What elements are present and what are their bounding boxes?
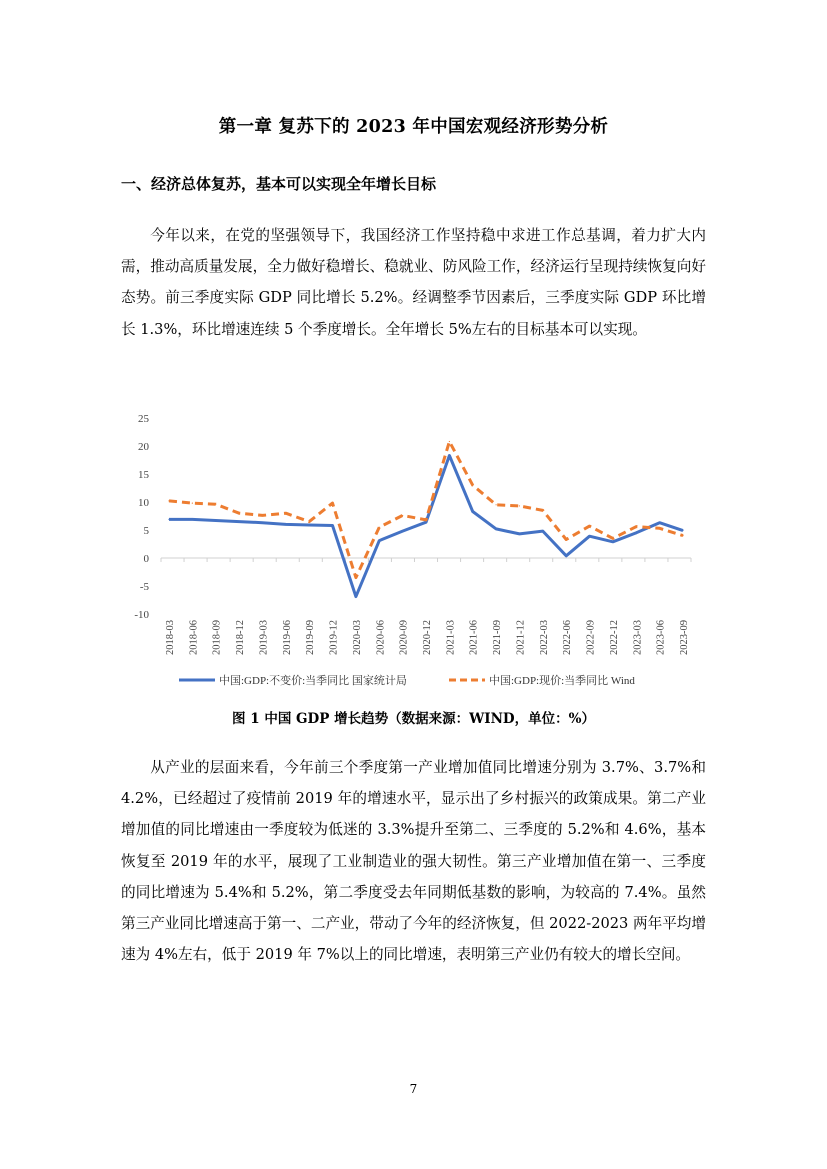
x-tick-label: 2022-09 (585, 620, 597, 655)
data-point (215, 520, 216, 521)
data-point (309, 521, 310, 522)
data-point (542, 531, 543, 532)
data-point (168, 519, 169, 520)
x-tick-label: 2019-09 (305, 620, 317, 655)
x-tick-label: 2020-12 (422, 620, 433, 655)
data-point (566, 539, 567, 540)
data-point (659, 528, 660, 529)
data-point (449, 455, 450, 456)
data-point (542, 510, 543, 511)
data-point (355, 596, 356, 597)
x-tick-label: 2022-03 (538, 620, 550, 655)
data-point (332, 525, 333, 526)
x-tick-label: 2019-12 (328, 620, 340, 655)
data-point (612, 541, 613, 542)
y-tick-label: -10 (134, 609, 149, 621)
x-tick-label: 2020-09 (398, 620, 410, 655)
data-point (215, 504, 216, 505)
page-number: 7 (409, 1082, 418, 1096)
data-point (285, 513, 286, 514)
data-point (402, 531, 403, 532)
x-tick-label: 2020-03 (351, 620, 363, 655)
y-tick-label: -5 (139, 581, 149, 593)
y-tick-label: 5 (143, 525, 149, 537)
data-point (168, 500, 169, 501)
x-tick-label: 2023-09 (679, 620, 690, 655)
x-tick-label: 2021-09 (492, 620, 504, 655)
data-point (519, 533, 520, 534)
data-point (519, 505, 520, 506)
data-point (262, 515, 263, 516)
x-tick-label: 2020-06 (375, 620, 387, 655)
series-line-real-gdp (169, 456, 683, 597)
data-point (682, 535, 683, 536)
data-point (309, 524, 310, 525)
legend-label: 中国:GDP:不变价:当季同比 国家统计局 (219, 675, 407, 687)
data-point (612, 538, 613, 539)
y-tick-label: 10 (138, 497, 149, 509)
data-point (659, 522, 660, 523)
x-tick-label: 2021-03 (445, 620, 457, 655)
x-tick-label: 2018-03 (165, 620, 176, 655)
figure-caption: 图 1 中国 GDP 增长趋势（数据来源：WIND，单位：%） (232, 711, 595, 727)
data-point (355, 577, 356, 578)
legend-label: 中国:GDP:现价:当季同比 Wind (489, 675, 635, 687)
data-point (495, 528, 496, 529)
series-line-nominal-gdp (169, 442, 683, 578)
x-tick-label: 2018-12 (235, 620, 247, 655)
x-tick-label: 2019-06 (281, 620, 293, 655)
data-point (589, 525, 590, 526)
data-point (285, 524, 286, 525)
data-point (495, 504, 496, 505)
data-point (402, 515, 403, 516)
data-point (379, 540, 380, 541)
x-tick-label: 2022-12 (608, 620, 620, 655)
data-point (332, 503, 333, 504)
data-point (379, 527, 380, 528)
data-point (238, 521, 239, 522)
section-heading: 一、经济总体复苏，基本可以实现全年增长目标 (121, 175, 437, 193)
x-tick-label: 2021-12 (515, 620, 527, 655)
x-tick-label: 2022-06 (562, 620, 574, 655)
gdp-line-chart (119, 404, 709, 694)
y-tick-label: 20 (138, 441, 149, 453)
y-tick-label: 25 (138, 413, 149, 425)
x-tick-label: 2021-06 (468, 620, 480, 655)
industry-paragraph: 从产业的层面来看，今年前三个季度第一产业增加值同比增速分别为 3.7%、3.7%和 4.2%，已经超过了疫情前 2019 年的增速水平，显示出了乡村振兴的政策成果。第二产业增加值的同比增速由一季度较为低迷的 3.3%提升至第二、三季度的 5.2%和 4.6%，基本恢复至 2019 年的水平，展现了工业制造业的强大韧性。第三产业增加值在第一、三季度的同比增速为 5.4%和 5.2%，第二季度受去年同期低基数的影响，为较高的 7.4%。虽然第三产业同比增速高于第一、二产业，带动了今年的经济恢复，但 2022-2023 两年平均增速为 4%左右，低于 2019 年 7%以上的同比增速，表明第三产业仍有较大的增长空间。 (121, 759, 706, 964)
x-tick-label: 2023-06 (655, 620, 667, 655)
x-tick-label: 2018-06 (188, 620, 200, 655)
data-point (449, 441, 450, 442)
x-tick-label: 2023-03 (632, 620, 644, 655)
data-point (425, 522, 426, 523)
chapter-title: 第一章 复苏下的 2023 年中国宏观经济形势分析 (218, 117, 609, 137)
x-tick-label: 2018-09 (211, 620, 223, 655)
gdp-chart-svg (119, 404, 709, 694)
data-point (192, 503, 193, 504)
data-point (425, 519, 426, 520)
data-point (238, 513, 239, 514)
data-point (682, 530, 683, 531)
data-point (589, 536, 590, 537)
y-tick-label: 0 (143, 553, 149, 565)
data-point (192, 519, 193, 520)
y-tick-label: 15 (138, 469, 149, 481)
data-point (636, 532, 637, 533)
data-point (472, 485, 473, 486)
data-point (566, 555, 567, 556)
x-tick-label: 2019-03 (258, 620, 270, 655)
data-point (262, 522, 263, 523)
data-point (472, 511, 473, 512)
data-point (636, 526, 637, 527)
intro-paragraph: 今年以来，在党的坚强领导下，我国经济工作坚持稳中求进工作总基调，着力扩大内需，推动高质量发展，全力做好稳增长、稳就业、防风险工作，经济运行呈现持续恢复向好态势。前三季度实际 GDP 同比增长 5.2%。经调整季节因素后，三季度实际 GDP 环比增长 1.3%，环比增速连续 5 个季度增长。全年增长 5%左右的目标基本可以实现。 (121, 227, 706, 338)
